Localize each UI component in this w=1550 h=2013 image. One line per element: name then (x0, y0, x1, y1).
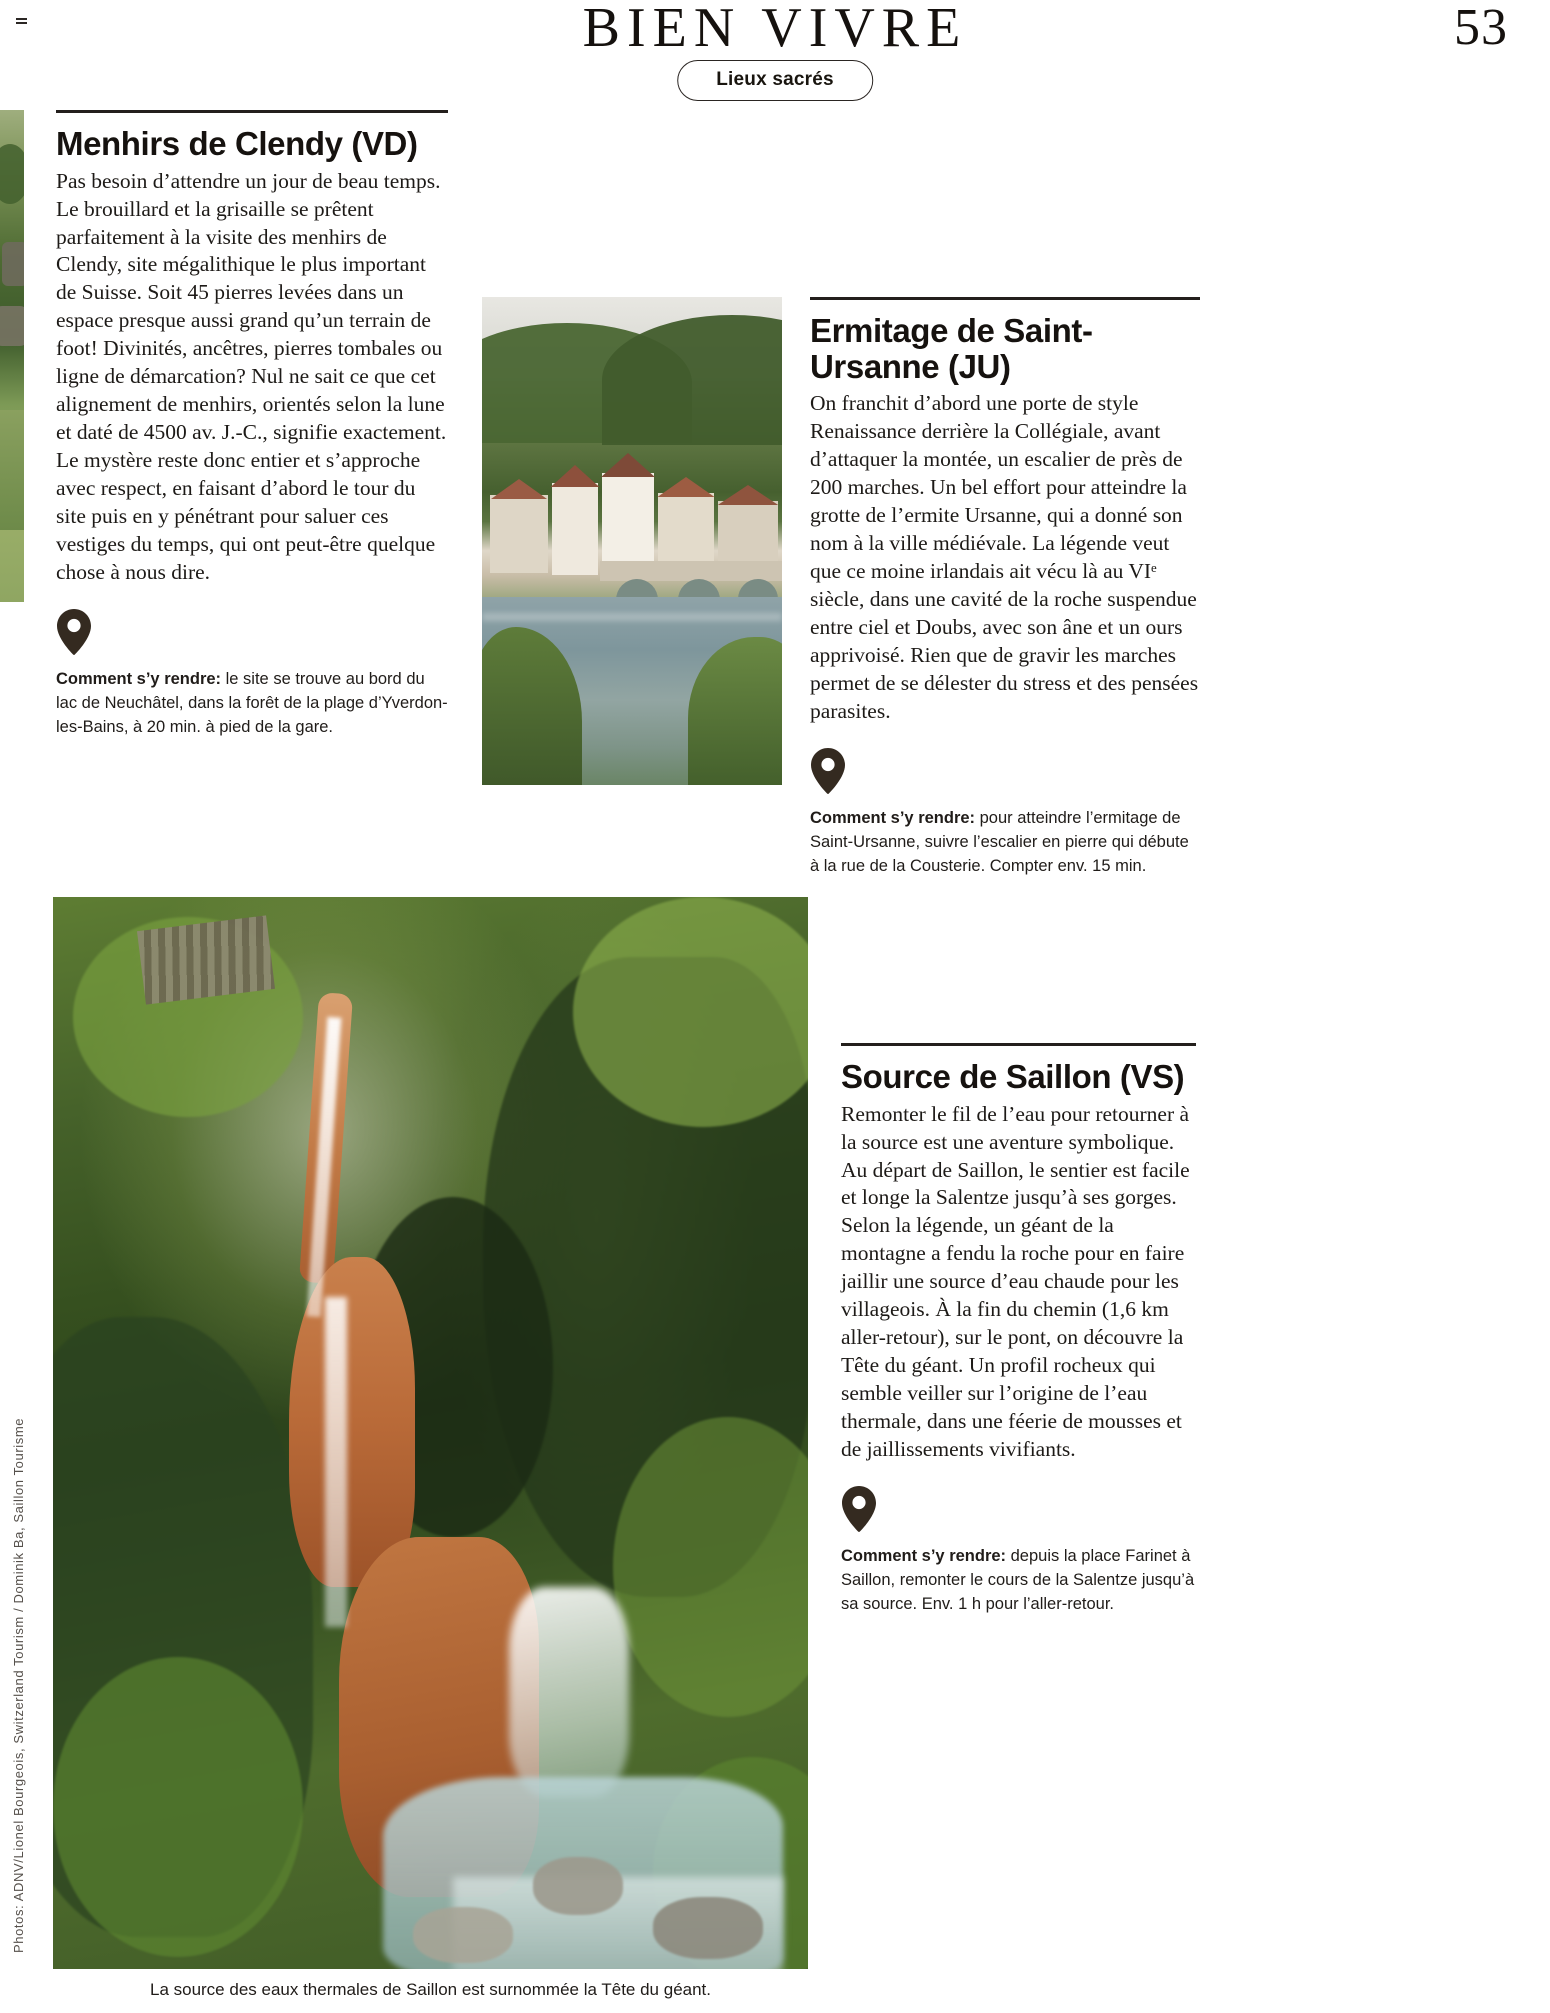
howto-text: le site se trouve au bord du lac de Neuchâtel, dans la forêt de la plage d’Yverdon-les-Bains, à 20 min. à pied de la gare. (56, 669, 448, 736)
article-top-rule (841, 1043, 1196, 1046)
howto-paragraph (841, 1544, 1196, 1616)
article-body: Remonter le fil de l’eau pour retourner à la source est une aventure symbolique. Au départ de Saillon, le sentier est facile et longe la Salentze jusqu’à ses gorges. Selon la légende, un géant de la montagne a fendu la roche pour en faire jaillir une source d’eau chaude pour les villageois. À la fin du chemin (1,6 km aller-retour), sur le pont, on découvre la Tête du géant. Un profil rocheux qui semble veiller sur l’origine de l’eau thermale, dans une féerie de mousses et de jaillissements vivifiants. (841, 1101, 1190, 1461)
article-source-de-saillon (841, 1043, 1196, 1616)
howto-label: Comment s’y rendre: (810, 808, 976, 827)
article-headline: Ermitage de Saint-Ursanne (JU) (810, 312, 1093, 385)
page-number: 53 (1454, 0, 1508, 56)
meadow-shape (0, 410, 24, 530)
boulder-shape (533, 1857, 623, 1915)
article-menhirs-de-clendy (56, 110, 448, 739)
howto-paragraph (56, 667, 448, 739)
page-title: BIEN VIVRE (582, 0, 968, 59)
howto-label: Comment s’y rendre: (841, 1546, 1007, 1565)
photo-source-de-saillon (53, 897, 808, 1969)
article-headline: Source de Saillon (VS) (841, 1058, 1185, 1095)
wooden-structure-shape (137, 915, 275, 1004)
article-top-rule (810, 297, 1200, 300)
waterfall-shape (509, 1587, 629, 1797)
article-body: Pas besoin d’attendre un jour de beau temps. Le brouillard et la grisaille se prêtent parfaitement à la visite des menhirs de Clendy, site mégalithique le plus important de Suisse. Soit 45 pierres levées dans un espace presque aussi grand qu’un terrain de foot! Divinités, ancêtres, pierres tombales ou ligne de démarcation? Nul ne sait ce que cet alignement de menhirs, orientés selon la lune et daté de 4500 av. J.-C., signifie exactement. Le mystère reste donc entier et s’approche avec respect, en faisant d’abord le tour du site puis en y pénétrant pour saluer ces vestiges du temps, qui ont peut-être quelque chose à nous dire. (56, 168, 447, 584)
rubric-badge: Lieux sacrés (677, 60, 873, 101)
map-pin-icon (811, 748, 845, 794)
howto-text: pour atteindre l’ermitage de Saint-Ursanne, suivre l’escalier en pierre qui débute à la rue de la Cousterie. Compter env. 15 min. (810, 808, 1189, 875)
foliage-shape (53, 1657, 303, 1957)
article-headline: Menhirs de Clendy (VD) (56, 125, 418, 162)
boulder-shape (413, 1907, 513, 1963)
foliage-shape (0, 144, 24, 204)
photo-credit: Photos: ADNV/Lionel Bourgeois, Switzerland Tourism / Dominik Ba, Saillon Tourisme (11, 1417, 26, 1953)
article-ermitage-de-saint-ursanne (810, 297, 1200, 878)
house-shape (552, 483, 598, 575)
map-pin-icon (842, 1486, 876, 1532)
photo-saint-ursanne (482, 297, 782, 785)
howto-paragraph (810, 806, 1200, 878)
howto-label: Comment s’y rendre: (56, 669, 222, 688)
menhir-stone-shape (0, 306, 24, 346)
howto-text: depuis la place Farinet à Saillon, remonter le cours de la Salentze jusqu’à sa source. Env. 1 h pour l’aller-retour. (841, 1546, 1195, 1613)
map-pin-icon (57, 609, 91, 655)
menhir-stone-shape (2, 242, 24, 286)
article-body: On franchit d’abord une porte de style Renaissance derrière la Collégiale, avant d’attaquer la montée, un escalier de près de 200 marches. Un bel effort pour atteindre la grotte de l’ermite Ursanne, qui a donné son nom à la ville médiévale. La légende veut que ce moine irlandais ait vécu là au VIᵉ siècle, dans une cavité de la roche suspendue entre ciel et Doubs, avec son âne et un ours apprivoisé. Rien que de gravir les marches permet de se délester du stress et des pensées parasites. (810, 391, 1199, 723)
photo-menhirs-de-clendy (0, 110, 24, 602)
bridge-deck-shape (600, 561, 782, 581)
masthead (0, 0, 1550, 100)
house-shape (490, 495, 548, 573)
waterfall-shape (325, 1297, 347, 1627)
boulder-shape (653, 1897, 763, 1959)
river-reflection-shape (482, 613, 782, 621)
article-top-rule (56, 110, 448, 113)
photo-caption-saillon: La source des eaux thermales de Saillon est surnommée la Tête du géant. (149, 1980, 712, 1999)
